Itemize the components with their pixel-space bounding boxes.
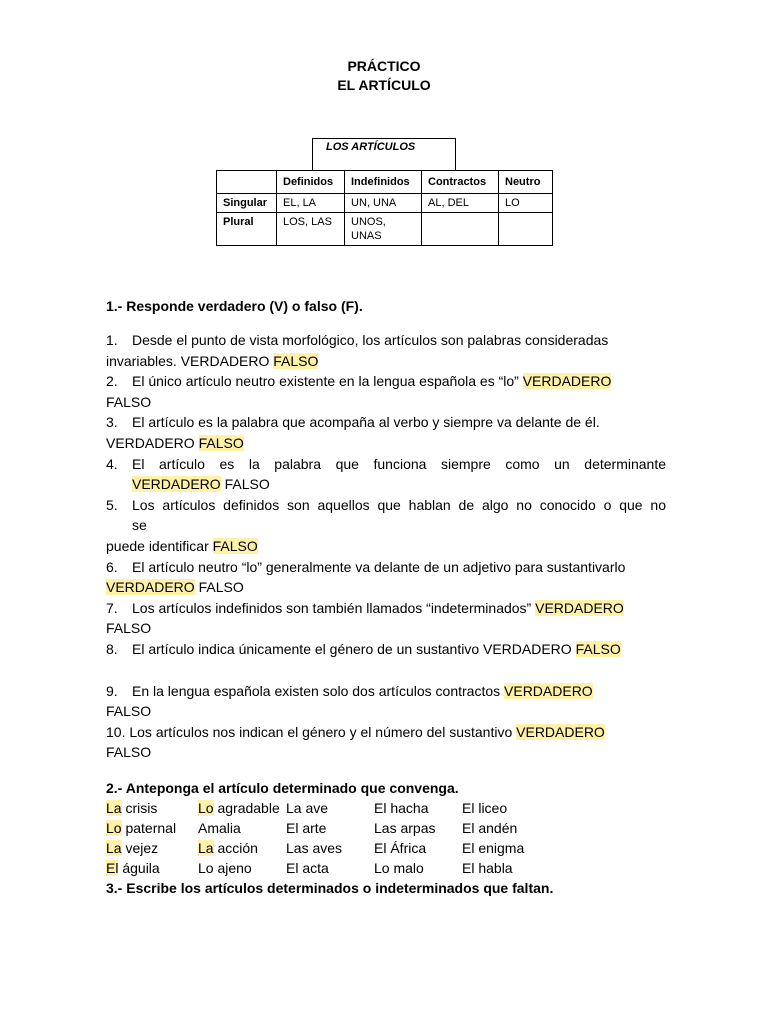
grid-cell	[374, 858, 462, 878]
grid-cell	[374, 818, 462, 838]
list-item-cont: FALSO	[106, 703, 152, 720]
item-text: FALSO	[194, 579, 244, 596]
word: El hacha	[374, 800, 429, 816]
item-number: 5.	[106, 496, 118, 513]
item-number: 1.	[106, 332, 118, 348]
header-contractos: Contractos	[422, 171, 499, 194]
article-highlight: La	[106, 800, 122, 816]
list-item-cont	[106, 577, 666, 598]
answer-highlight: VERDADERO	[522, 373, 612, 390]
answer-highlight: FALSO	[575, 640, 621, 657]
list-item-cont	[106, 474, 666, 495]
table-corner	[217, 171, 277, 194]
grid-cell	[198, 858, 286, 878]
word: El acta	[286, 860, 329, 876]
section-2-heading: 2.- Anteponga el artículo determinado que convenga.	[106, 780, 459, 796]
list-item	[106, 412, 666, 433]
word: vejez	[121, 840, 159, 856]
list-item	[106, 557, 666, 578]
answer-highlight: VERDADERO	[516, 723, 605, 740]
table-cell: LO	[499, 194, 553, 213]
item-number: 10.	[106, 723, 126, 740]
item-text: FALSO	[220, 476, 270, 493]
row-label-plural: Plural	[217, 213, 277, 246]
item-number: 4.	[106, 455, 118, 472]
item-text: puede identificar	[106, 537, 213, 554]
list-item-cont	[106, 433, 666, 454]
list-item-cont: FALSO	[106, 620, 152, 637]
grid-cell	[106, 858, 198, 878]
word: Lo malo	[374, 860, 424, 876]
list-item	[106, 681, 666, 702]
article-highlight: El	[106, 860, 119, 876]
item-number: 2.	[106, 373, 118, 390]
header-neutro: Neutro	[499, 171, 553, 194]
section-1-heading: 1.- Responde verdadero (V) o falso (F).	[106, 298, 363, 314]
grid-cell	[462, 838, 562, 858]
table-cell	[499, 213, 553, 246]
word: El África	[374, 840, 427, 856]
table-cell	[422, 213, 499, 246]
answer-highlight: FALSO	[273, 352, 319, 369]
answer-highlight: FALSO	[212, 537, 258, 554]
list-item	[106, 495, 666, 536]
word: El enigma	[462, 840, 525, 856]
list-item	[106, 722, 666, 743]
item-number: 6.	[106, 558, 118, 575]
list-item-cont	[106, 536, 666, 557]
table-header-row	[217, 171, 553, 194]
grid-row	[106, 798, 562, 818]
word: Lo ajeno	[198, 860, 252, 876]
word: El liceo	[462, 800, 508, 816]
item-text: Desde el punto de vista morfológico, los artículos son palabras consideradas	[132, 332, 609, 348]
grid-row	[106, 818, 562, 838]
section-3-heading: 3.- Escribe los artículos determinados o indeterminados que faltan.	[106, 880, 554, 896]
list-item	[106, 371, 666, 392]
answer-highlight: VERDADERO	[504, 682, 593, 699]
item-number: 9.	[106, 682, 118, 699]
item-text: VERDADERO	[106, 434, 199, 451]
word: paternal	[121, 820, 177, 836]
table-row	[217, 194, 553, 213]
list-item	[106, 598, 666, 619]
list-item	[106, 639, 666, 660]
table-cell: UNOS, UNAS	[345, 213, 422, 246]
item-text: invariables. VERDADERO	[106, 352, 274, 369]
grid-cell	[462, 818, 562, 838]
article-highlight: Lo	[198, 800, 214, 816]
article-highlight: Lo	[106, 820, 122, 836]
grid-cell	[374, 838, 462, 858]
grid-cell	[462, 858, 562, 878]
word: crisis	[121, 800, 158, 816]
word: El arte	[286, 820, 327, 836]
article-grid	[106, 798, 562, 878]
grid-row	[106, 858, 562, 878]
grid-cell	[286, 818, 374, 838]
word: La ave	[286, 800, 329, 816]
item-text: Los artículos definidos son aquellos que hablan de algo no conocido o que no	[132, 496, 666, 513]
row-label-singular: Singular	[217, 194, 277, 213]
answer-highlight: VERDADERO	[535, 599, 624, 616]
table-cell: UN, UNA	[345, 194, 422, 213]
list-item-cont: FALSO	[106, 393, 152, 410]
header-indefinidos: Indefinidos	[345, 171, 422, 194]
word: El habla	[462, 860, 513, 876]
grid-cell	[106, 798, 198, 818]
item-text: El artículo neutro “lo” generalmente va delante de un adjetivo para sustantivarlo	[132, 558, 626, 575]
grid-cell	[106, 818, 198, 838]
articles-table	[216, 170, 553, 246]
item-text: El artículo es la palabra que funciona siempre como un determinante	[132, 455, 666, 472]
table-cell: AL, DEL	[422, 194, 499, 213]
word: acción	[213, 840, 258, 856]
word: agradable	[213, 800, 280, 816]
item-number: 8.	[106, 640, 118, 657]
page-subtitle: EL ARTÍCULO	[337, 77, 431, 93]
grid-cell	[462, 798, 562, 818]
table-cell: EL, LA	[277, 194, 345, 213]
grid-cell	[286, 858, 374, 878]
grid-cell	[198, 818, 286, 838]
grid-cell	[106, 838, 198, 858]
item-text: El artículo indica únicamente el género de un sustantivo VERDADERO	[132, 640, 576, 657]
grid-cell	[198, 798, 286, 818]
word: El andén	[462, 820, 518, 836]
spacer	[106, 660, 666, 681]
item-number: 7.	[106, 599, 118, 616]
word: Las aves	[286, 840, 343, 856]
grid-cell	[198, 838, 286, 858]
item-text: En la lengua española existen solo dos artículos contractos	[132, 682, 505, 699]
item-text: se	[132, 517, 147, 534]
list-item	[106, 330, 666, 351]
grid-row	[106, 838, 562, 858]
word: Amalia	[198, 820, 241, 836]
answer-highlight: VERDADERO	[132, 476, 221, 493]
table-caption: LOS ARTÍCULOS	[312, 138, 456, 170]
word: águila	[118, 860, 160, 876]
section-1-list	[106, 330, 666, 763]
page-title: PRÁCTICO	[347, 58, 421, 74]
grid-cell	[286, 798, 374, 818]
answer-highlight: VERDADERO	[106, 579, 195, 596]
grid-cell	[374, 798, 462, 818]
grid-cell	[286, 838, 374, 858]
article-highlight: La	[106, 840, 122, 856]
list-item-cont	[106, 351, 666, 372]
table-row	[217, 213, 553, 246]
list-item	[106, 454, 666, 475]
article-highlight: La	[198, 840, 214, 856]
item-text: El único artículo neutro existente en la lengua española es “lo”	[132, 373, 523, 390]
header-definidos: Definidos	[277, 171, 345, 194]
table-cell: LOS, LAS	[277, 213, 345, 246]
item-text: El artículo es la palabra que acompaña al verbo y siempre va delante de él.	[132, 414, 600, 431]
word: Las arpas	[374, 820, 436, 836]
item-number: 3.	[106, 414, 118, 431]
answer-highlight: FALSO	[198, 434, 244, 451]
item-text: Los artículos nos indican el género y el número del sustantivo	[129, 723, 517, 740]
list-item-cont: FALSO	[106, 744, 152, 761]
item-text: Los artículos indefinidos son también llamados “indeterminados”	[132, 599, 536, 616]
